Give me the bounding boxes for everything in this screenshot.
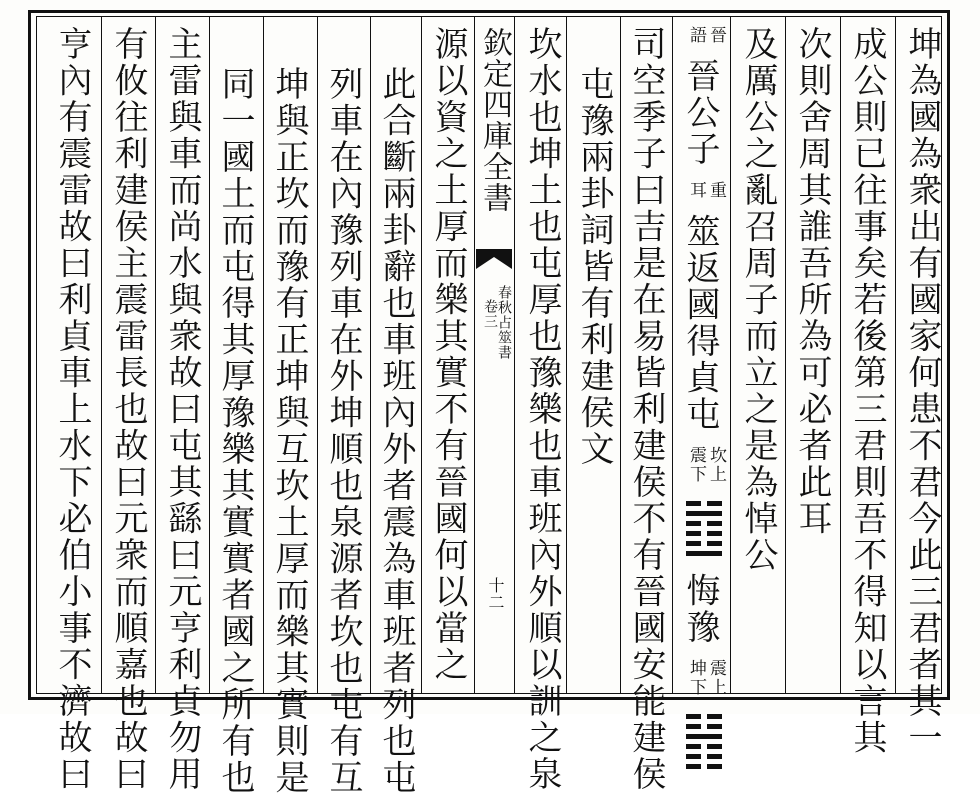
text-column: 有攸往利建侯主震雷長也故曰元衆而順嘉也故曰: [108, 26, 148, 793]
column-rule: [421, 17, 422, 693]
main-text: 筮返國得貞屯: [680, 213, 720, 433]
interlinear-note: 重 耳: [686, 181, 726, 201]
volume-label: 卷三: [482, 299, 498, 329]
commentary-column: 此合斷兩卦辭也車班內外者震為車班者列也屯: [376, 66, 416, 796]
column-rule: [514, 17, 515, 693]
text-column: 主雷與車而尚水與衆故曰屯其繇曰元亨利貞勿用: [162, 26, 202, 793]
commentary-column: 列車在內豫列車在外坤順也泉源者坎也屯有互: [323, 66, 363, 796]
column-rule: [263, 17, 264, 693]
hexagram-zhun-icon: [676, 497, 724, 559]
collection-title: 欽定四庫全書: [477, 27, 512, 213]
fishtail-mark-icon: [476, 249, 512, 269]
column-rule: [317, 17, 318, 693]
column-rule: [672, 17, 673, 693]
text-column: 及厲公之亂召周子而立之是為悼公: [738, 26, 778, 574]
text-column: 亨內有震雷故曰利貞車上水下必伯小事不濟故曰: [52, 26, 92, 793]
column-rule: [155, 17, 156, 693]
text-column: 坤為國為衆出有國家何患不君今此三君者其一: [902, 26, 942, 756]
column-rule: [566, 17, 567, 693]
text-column: 成公則已往事矣若後第三君則吾不得知以言其: [847, 26, 887, 756]
column-rule: [730, 17, 731, 693]
column-rule: [370, 17, 371, 693]
column-rule: [785, 17, 786, 693]
interlinear-note: 晉 語: [686, 26, 726, 45]
commentary-column: 坤與正坎而豫有正坤與互坎土厚而樂其實則是: [269, 66, 309, 796]
text-column: 源以資之土厚而樂其實不有晉國何以當之: [428, 26, 468, 683]
column-rule: [209, 17, 210, 693]
main-text: 悔豫: [680, 572, 720, 646]
page-number: 十二: [486, 577, 505, 611]
column-rule: [620, 17, 621, 693]
text-column: 次則舍周其誰吾所為可必者此耳: [792, 26, 832, 537]
text-column: 坎水也坤土也屯厚也豫樂也車班內外順以訓之泉: [522, 26, 562, 793]
column-rule: [101, 17, 102, 693]
hexagram-yu-icon: [676, 710, 724, 772]
main-text: 晉公子: [680, 58, 720, 168]
interlinear-note: 震上 坤下: [686, 658, 726, 697]
commentary-column: 同一國土而屯得其厚豫樂其實實者國之所有也: [215, 66, 255, 796]
text-column: 司空季子曰吉是在易皆利建侯不有晉國安能建侯: [626, 26, 666, 793]
commentary-column: 屯豫兩卦詞皆有利建侯文: [574, 66, 614, 468]
interlinear-note: 坎上 震下: [686, 445, 726, 484]
center-fold: [474, 17, 514, 693]
column-rule: [840, 17, 841, 693]
text-column-with-notes: [676, 26, 724, 772]
column-rule: [895, 17, 896, 693]
book-title: 春秋占筮書: [496, 285, 512, 360]
